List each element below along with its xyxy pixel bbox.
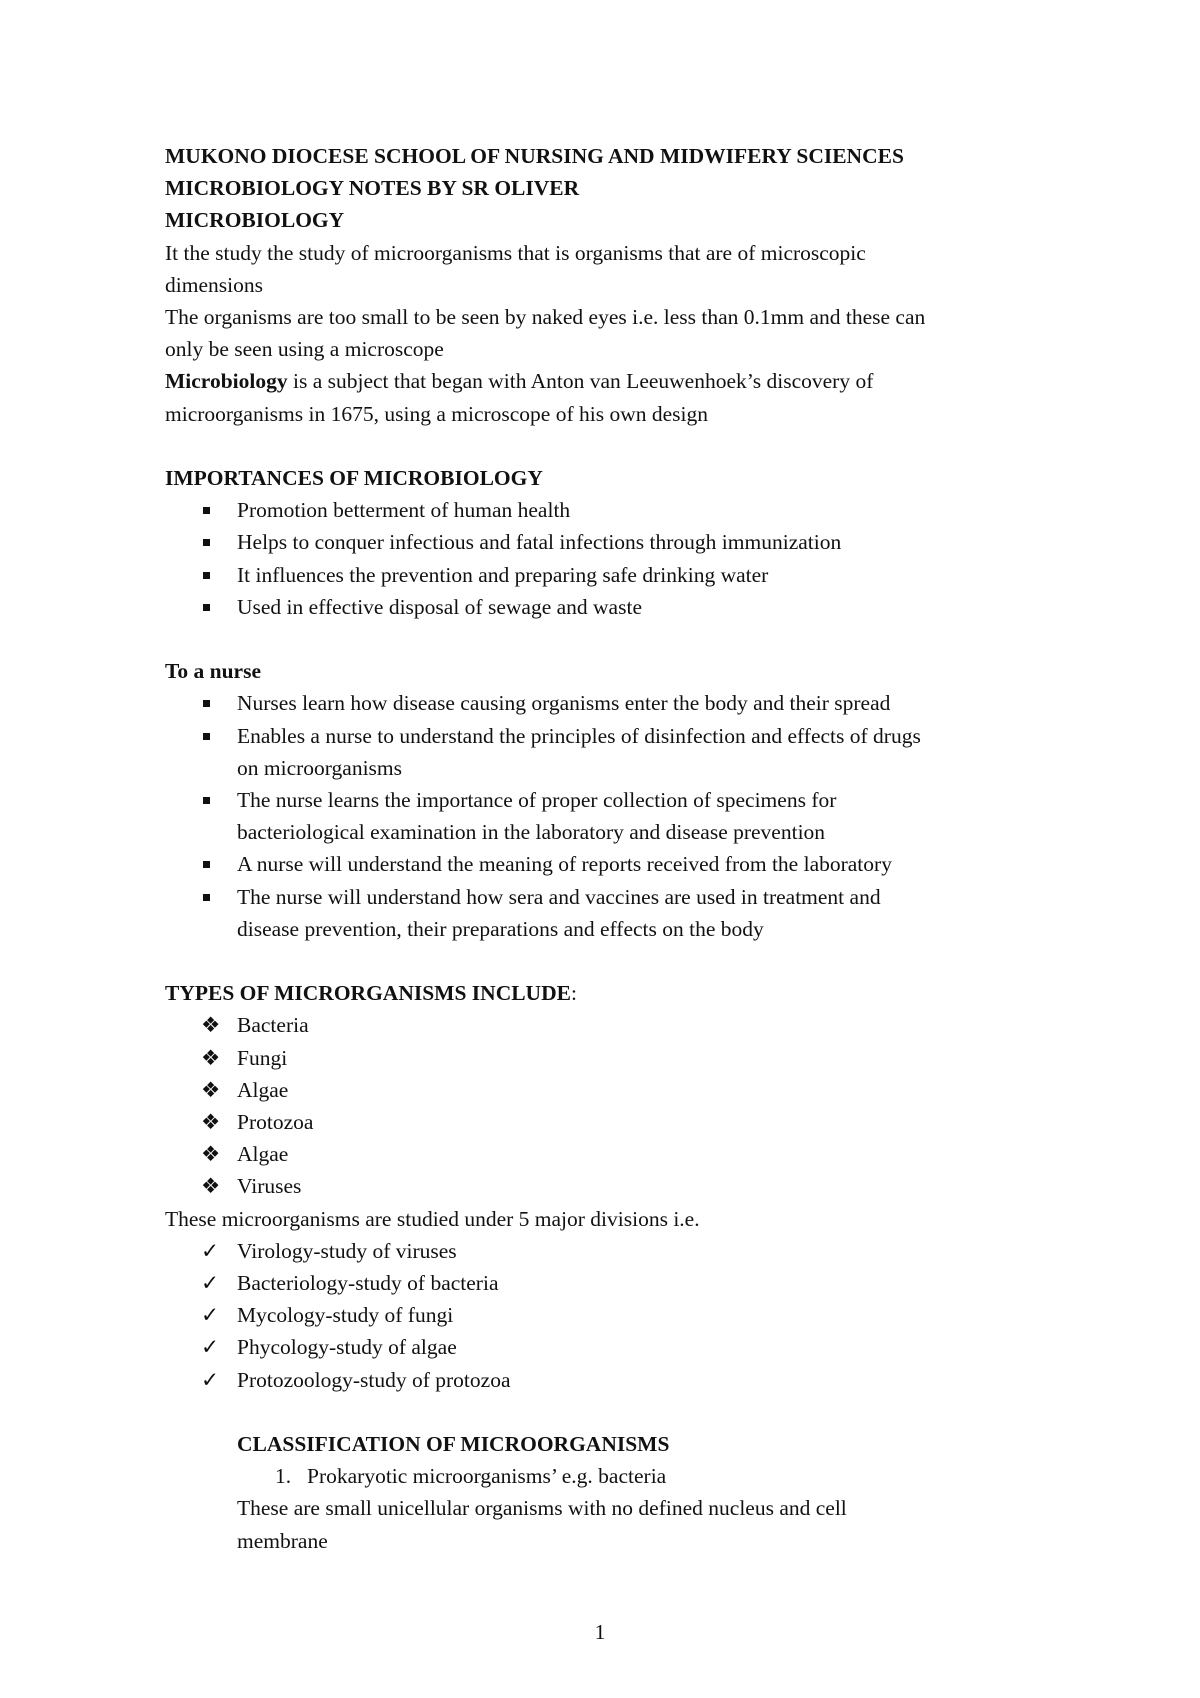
list-item: ❖ Fungi <box>165 1042 1045 1074</box>
list-item: Promotion betterment of human health <box>165 494 1045 526</box>
list-item: It influences the prevention and preparing safe drinking water <box>165 559 1045 591</box>
intro-line-2: dimensions <box>165 272 263 297</box>
classification-desc-line-2: membrane <box>237 1528 328 1553</box>
classification-heading: CLASSIFICATION OF MICROORGANISMS <box>237 1432 670 1457</box>
list-item: Helps to conquer infectious and fatal infections through immunization <box>165 526 1045 558</box>
list-item: ❖ Bacteria <box>165 1009 1045 1041</box>
intro-line-3: The organisms are too small to be seen by naked eyes i.e. less than 0.1mm and these can <box>165 305 926 330</box>
check-icon: ✓ <box>201 1303 220 1328</box>
square-bullet-icon <box>203 572 210 579</box>
nurse-heading: To a nurse <box>165 659 261 684</box>
intro-line-6: microorganisms in 1675, using a microscope of his own design <box>165 401 709 426</box>
list-item: ❖ Protozoa <box>165 1106 1045 1138</box>
diamond-bullet-icon: ❖ <box>201 1142 221 1167</box>
list-item: The nurse learns the importance of proper collection of specimens for bacteriological examination in the laboratory and disease prevention <box>165 784 1045 848</box>
check-icon: ✓ <box>201 1271 220 1296</box>
square-bullet-icon <box>203 700 210 707</box>
list-item: ❖ Algae <box>165 1074 1045 1106</box>
intro-line-5 <box>165 365 1045 397</box>
list-item: ✓ Mycology-study of fungi <box>165 1299 1045 1331</box>
list-item: ❖ Viruses <box>165 1170 1045 1202</box>
check-icon: ✓ <box>201 1367 220 1392</box>
divisions-intro: These microorganisms are studied under 5 major divisions i.e. <box>165 1206 700 1231</box>
list-item: The nurse will understand how sera and vaccines are used in treatment and disease prevention, their preparations and effects on the body <box>165 881 1045 945</box>
list-item: ✓ Phycology-study of algae <box>165 1331 1045 1363</box>
square-bullet-icon <box>203 507 210 514</box>
square-bullet-icon <box>203 861 210 868</box>
microbiology-term: Microbiology <box>165 369 288 394</box>
square-bullet-icon <box>203 797 210 804</box>
types-heading: TYPES OF MICRORGANISMS INCLUDE: <box>165 981 577 1006</box>
list-item: ✓ Protozoology-study of protozoa <box>165 1364 1045 1396</box>
classification-desc-line-1: These are small unicellular organisms with no defined nucleus and cell <box>237 1496 847 1521</box>
importances-heading: IMPORTANCES OF MICROBIOLOGY <box>165 466 543 491</box>
subject-heading: MICROBIOLOGY <box>165 208 345 233</box>
list-item: Enables a nurse to understand the principles of disinfection and effects of drugs on microorganisms <box>165 720 1045 784</box>
check-icon: ✓ <box>201 1238 220 1263</box>
list-item: A nurse will understand the meaning of reports received from the laboratory <box>165 848 1045 880</box>
check-icon: ✓ <box>201 1335 220 1360</box>
square-bullet-icon <box>203 604 210 611</box>
diamond-bullet-icon: ❖ <box>201 1077 221 1102</box>
diamond-bullet-icon: ❖ <box>201 1013 221 1038</box>
notes-author-title: MICROBIOLOGY NOTES BY SR OLIVER <box>165 176 580 201</box>
square-bullet-icon <box>203 733 210 740</box>
nurse-list <box>165 687 1045 945</box>
school-title: MUKONO DIOCESE SCHOOL OF NURSING AND MIDWIFERY SCIENCES <box>165 144 904 168</box>
list-item: ✓ Bacteriology-study of bacteria <box>165 1267 1045 1299</box>
list-item: ✓ Virology-study of viruses <box>165 1235 1045 1267</box>
square-bullet-icon <box>203 894 210 901</box>
list-item: ❖ Algae <box>165 1138 1045 1170</box>
intro-line-1: It the study the study of microorganisms that is organisms that are of microscopic <box>165 240 866 265</box>
diamond-bullet-icon: ❖ <box>201 1110 221 1135</box>
spacer <box>165 623 1045 655</box>
intro-line-5-rest: is a subject that began with Anton van Leeuwenhoek’s discovery of <box>287 369 874 394</box>
spacer <box>165 1396 1045 1428</box>
spacer <box>165 945 1045 977</box>
divisions-list <box>165 1235 1045 1396</box>
types-list <box>165 1009 1045 1202</box>
list-item: Used in effective disposal of sewage and waste <box>165 591 1045 623</box>
intro-line-4: only be seen using a microscope <box>165 337 444 362</box>
list-item: Nurses learn how disease causing organisms enter the body and their spread <box>165 687 1045 719</box>
spacer <box>165 430 1045 462</box>
importances-list <box>165 494 1045 623</box>
classification-item-1: 1. Prokaryotic microorganisms’ e.g. bacteria <box>275 1464 667 1489</box>
page-number: 1 <box>594 1620 606 1644</box>
diamond-bullet-icon: ❖ <box>201 1174 221 1199</box>
document-body <box>165 140 1045 1557</box>
square-bullet-icon <box>203 539 210 546</box>
diamond-bullet-icon: ❖ <box>201 1045 221 1070</box>
